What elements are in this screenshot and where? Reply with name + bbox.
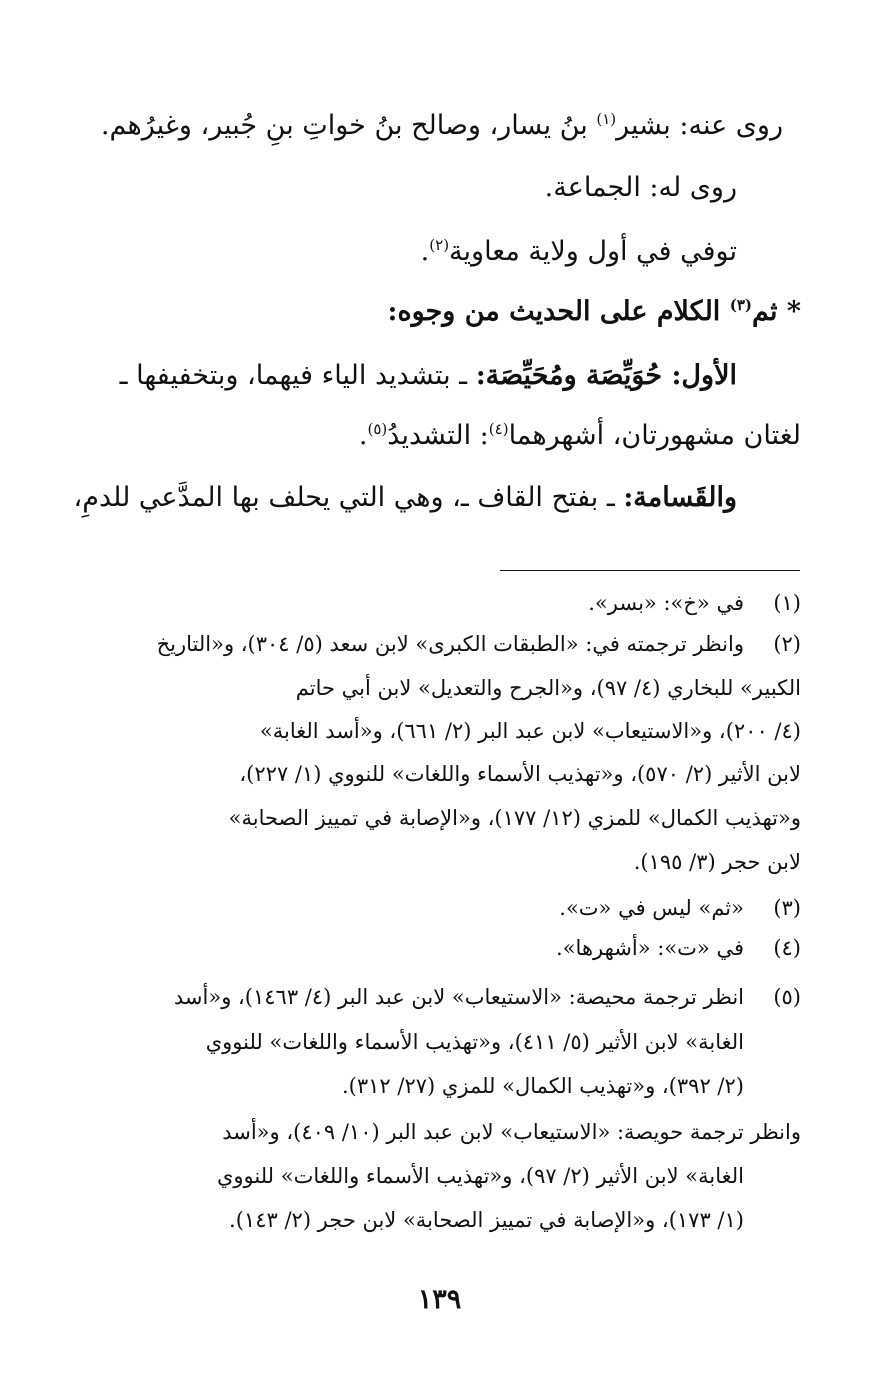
section-heading: * ثم$^{(٣)}$ الكلام على الحديث من وجوه: bbox=[387, 296, 801, 327]
footnote-number-2: (٢) bbox=[773, 632, 801, 656]
main-line-5: الأول: حُوَيِّصَة ومُحَيِّصَة: ـ بتشديد الياء فيهما، وبتخفيفها ـ bbox=[119, 360, 737, 391]
main-line-6: لغتان مشهورتان، أشهرهما$^{(٤)}$: التشديدُ$^{(٥)}$. bbox=[358, 420, 801, 451]
footnote-5-line-4: وانظر ترجمة حويصة: «الاستيعاب» لابن عبد البر (١٠/ ٤٠٩)، و«أسد bbox=[222, 1120, 801, 1144]
footnote-5-line-2: الغابة» لابن الأثير (٥/ ٤١١)، و«تهذيب الأسماء واللغات» للنووي bbox=[205, 1030, 744, 1054]
footnote-ref-2: (٢) bbox=[429, 236, 450, 254]
footnote-5-line-5: الغابة» لابن الأثير (٢/ ٩٧)، و«تهذيب الأسماء واللغات» للنووي bbox=[216, 1164, 744, 1188]
main-line-2: روى له: الجماعة. bbox=[544, 172, 737, 203]
footnote-5-line-6: (١/ ١٧٣)، و«الإصابة في تمييز الصحابة» لابن حجر (٢/ ١٤٣). bbox=[229, 1208, 744, 1232]
footnote-number-1: (١) bbox=[773, 591, 801, 615]
footnote-ref-1: (١) bbox=[596, 110, 617, 128]
footnote-4: في «ت»: «أشهرها». bbox=[556, 936, 744, 960]
footnote-number-5: (٥) bbox=[773, 985, 801, 1009]
footnote-2-line-3: (٤/ ٢٠٠)، و«الاستيعاب» لابن عبد البر (٢/ ٦٦١)، و«أسد الغابة» bbox=[259, 719, 801, 743]
page-number: ١٣٩ bbox=[417, 1284, 462, 1315]
footnote-number-3: (٣) bbox=[773, 896, 801, 920]
footnote-ref-4: (٤) bbox=[488, 420, 509, 438]
main-line-7: والقَسامة: ـ بفتح القاف ـ، وهي التي يحلف بها المدَّعي للدمِ، bbox=[73, 482, 737, 513]
main-line-3: توفي في أول ولاية معاوية$^{(٢)}$. bbox=[420, 236, 737, 267]
footnote-2-line-5: و«تهذيب الكمال» للمزي (١٢/ ١٧٧)، و«الإصابة في تمييز الصحابة» bbox=[228, 806, 801, 830]
footnote-separator bbox=[500, 570, 800, 571]
footnote-number-4: (٤) bbox=[773, 936, 801, 960]
footnote-5-line-1: انظر ترجمة محيصة: «الاستيعاب» لابن عبد البر (٤/ ١٤٦٣)، و«أسد bbox=[173, 985, 744, 1009]
footnote-5-line-3: (٢/ ٣٩٢)، و«تهذيب الكمال» للمزي (٢٧/ ٣١٢). bbox=[342, 1074, 744, 1098]
footnote-2-line-1: وانظر ترجمته في: «الطبقات الكبرى» لابن سعد (٥/ ٣٠٤)، و«التاريخ bbox=[156, 632, 744, 656]
footnote-2-line-2: الكبير» للبخاري (٤/ ٩٧)، و«الجرح والتعديل» لابن أبي حاتم bbox=[295, 676, 801, 700]
footnote-ref-3: (٣) bbox=[729, 296, 752, 314]
footnote-ref-5: (٥) bbox=[367, 420, 388, 438]
footnote-1: في «خ»: «بسر». bbox=[588, 591, 744, 615]
main-line-1: روى عنه: بشير$^{(١)}$ بنُ يسار، وصالح بنُ خواتِ بنِ جُبير، وغيرُهم. bbox=[100, 110, 783, 141]
footnote-2-line-4: لابن الأثير (٢/ ٥٧٠)، و«تهذيب الأسماء واللغات» للنووي (١/ ٢٢٧)، bbox=[239, 762, 801, 786]
footnote-3: «ثم» ليس في «ت». bbox=[559, 896, 744, 920]
footnote-2-line-6: لابن حجر (٣/ ١٩٥). bbox=[633, 850, 801, 874]
